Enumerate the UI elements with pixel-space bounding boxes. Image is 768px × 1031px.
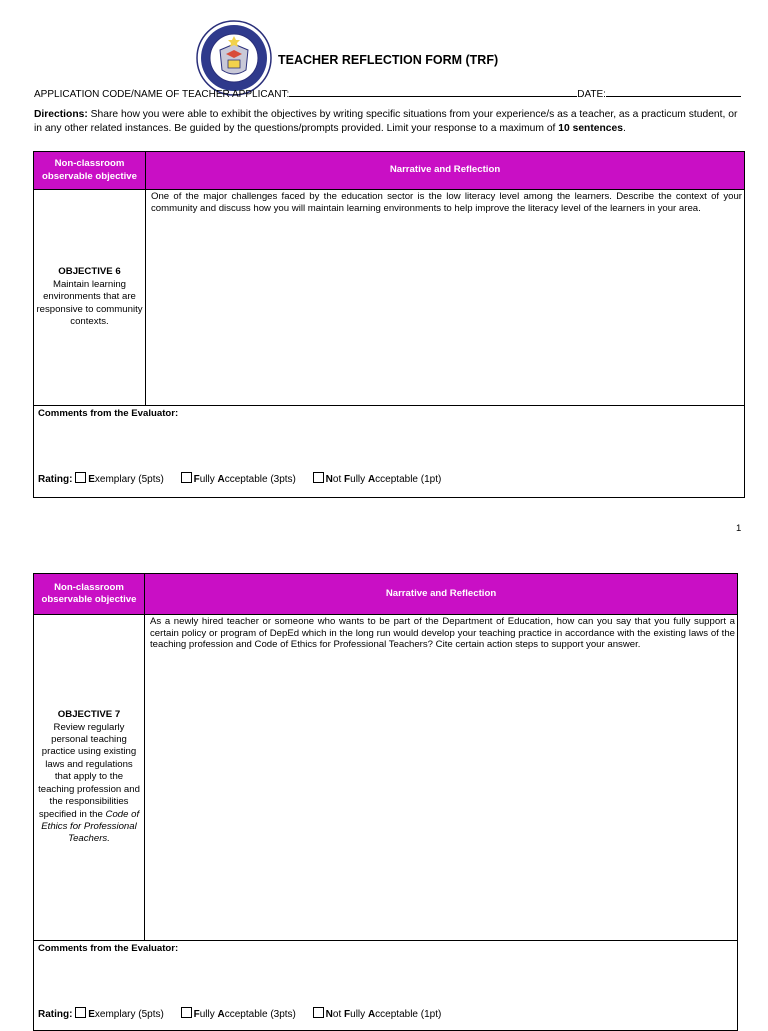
rating-fully-acceptable-option[interactable] [181,1009,296,1020]
directions-label: Directions: [34,109,88,120]
objective-cell [34,190,146,406]
rating-exemplary-option[interactable] [75,474,164,485]
applicant-label: APPLICATION CODE/NAME OF TEACHER APPLICANT: [34,89,290,100]
evaluator-comments-area[interactable] [34,406,745,498]
rating-text: ot [332,1009,345,1020]
rating-letter: N [325,474,333,485]
rating-text: cceptable (3pts) [224,1009,296,1020]
rating-letter: E [88,1009,95,1020]
form-title: TEACHER REFLECTION FORM (TRF) [278,53,499,67]
checkbox-icon[interactable] [313,472,324,483]
narrative-column-header: Narrative and Reflection [145,574,738,615]
deped-seal-icon [196,20,272,96]
rating-text: ully [199,474,218,485]
rating-letter: F [193,474,200,485]
rating-letter: A [367,1009,376,1020]
checkbox-icon[interactable] [75,1007,86,1018]
objective-column-header: Non-classroom observable objective [34,574,145,615]
date-field[interactable] [606,87,741,97]
objective-6-table [33,151,745,498]
objective-column-header: Non-classroom observable objective [34,152,146,190]
narrative-column-header: Narrative and Reflection [146,152,745,190]
checkbox-icon[interactable] [75,472,86,483]
narrative-prompt: As a newly hired teacher or someone who wants to be part of the Department of Education, how can you say that you fully support a certain policy or program of DepEd which in the long run would develop your teaching practice in accordance with the existing laws of the teaching profession and Code of Ethics for Professional Teachers? Cite certain action steps to support your answer. [150,616,735,650]
rating-letter: E [88,474,95,485]
applicant-line [34,87,744,100]
directions-text: Share how you were able to exhibit the objectives by writing specific situations from your experience/s as a teacher, as a practicum student, or in any other related instances. Be guided by the questions/prompts provided. Limit your response to a maximum of [34,109,738,134]
rating-text: cceptable (1pt) [375,1009,442,1020]
rating-letter: A [217,474,225,485]
objective-7-table [33,573,738,1031]
narrative-prompt: One of the major challenges faced by the education sector is the low literacy level among the learners. Describe the context of your community and discuss how you will maintain learning environments to help improve the literacy level of the learners in your area. [151,191,742,214]
narrative-response-area[interactable] [146,190,745,406]
rating-row [38,1007,441,1020]
rating-label: Rating: [38,1009,73,1020]
rating-row [38,472,441,485]
objective-title: OBJECTIVE 6 [58,266,121,278]
rating-letter: A [367,474,376,485]
objective-title: OBJECTIVE 7 [57,709,121,721]
objective-description-italic: Code of Ethics for Professional Teachers. [41,808,140,845]
checkbox-icon[interactable] [181,1007,192,1018]
rating-letter: N [325,1009,333,1020]
rating-not-fully-acceptable-option[interactable] [313,1009,442,1020]
rating-letter: F [344,1009,351,1020]
rating-text: xemplary (5pts) [94,474,164,485]
rating-text: ully [199,1009,218,1020]
checkbox-icon[interactable] [313,1007,324,1018]
comments-label: Comments from the Evaluator: [38,943,179,954]
objective-cell [34,615,145,941]
rating-label: Rating: [38,474,73,485]
rating-text: ully [350,1009,368,1020]
rating-letter: A [217,1009,225,1020]
directions-end: . [622,122,626,134]
rating-text: xemplary (5pts) [94,1009,164,1020]
rating-text: ully [350,474,368,485]
objective-description: Maintain learning environments that are responsive to community contexts. [36,278,143,328]
date-label: DATE: [577,89,606,100]
rating-fully-acceptable-option[interactable] [181,474,296,485]
comments-label: Comments from the Evaluator: [38,408,179,419]
evaluator-comments-area[interactable] [34,941,738,1031]
applicant-field[interactable] [289,87,577,97]
rating-letter: F [193,1009,200,1020]
rating-not-fully-acceptable-option[interactable] [313,474,442,485]
rating-text: ot [332,474,345,485]
page-number: 1 [736,523,742,534]
checkbox-icon[interactable] [181,472,192,483]
rating-text: cceptable (1pt) [375,474,442,485]
rating-text: cceptable (3pts) [224,474,296,485]
rating-letter: F [344,474,351,485]
objective-description: Review regularly personal teaching practice using existing laws and regulations that apply to the teaching profession and the responsibilities specified in the [38,721,140,820]
narrative-response-area[interactable] [145,615,738,941]
rating-exemplary-option[interactable] [75,1009,164,1020]
directions-limit: 10 sentences [558,122,623,134]
directions [34,108,746,135]
